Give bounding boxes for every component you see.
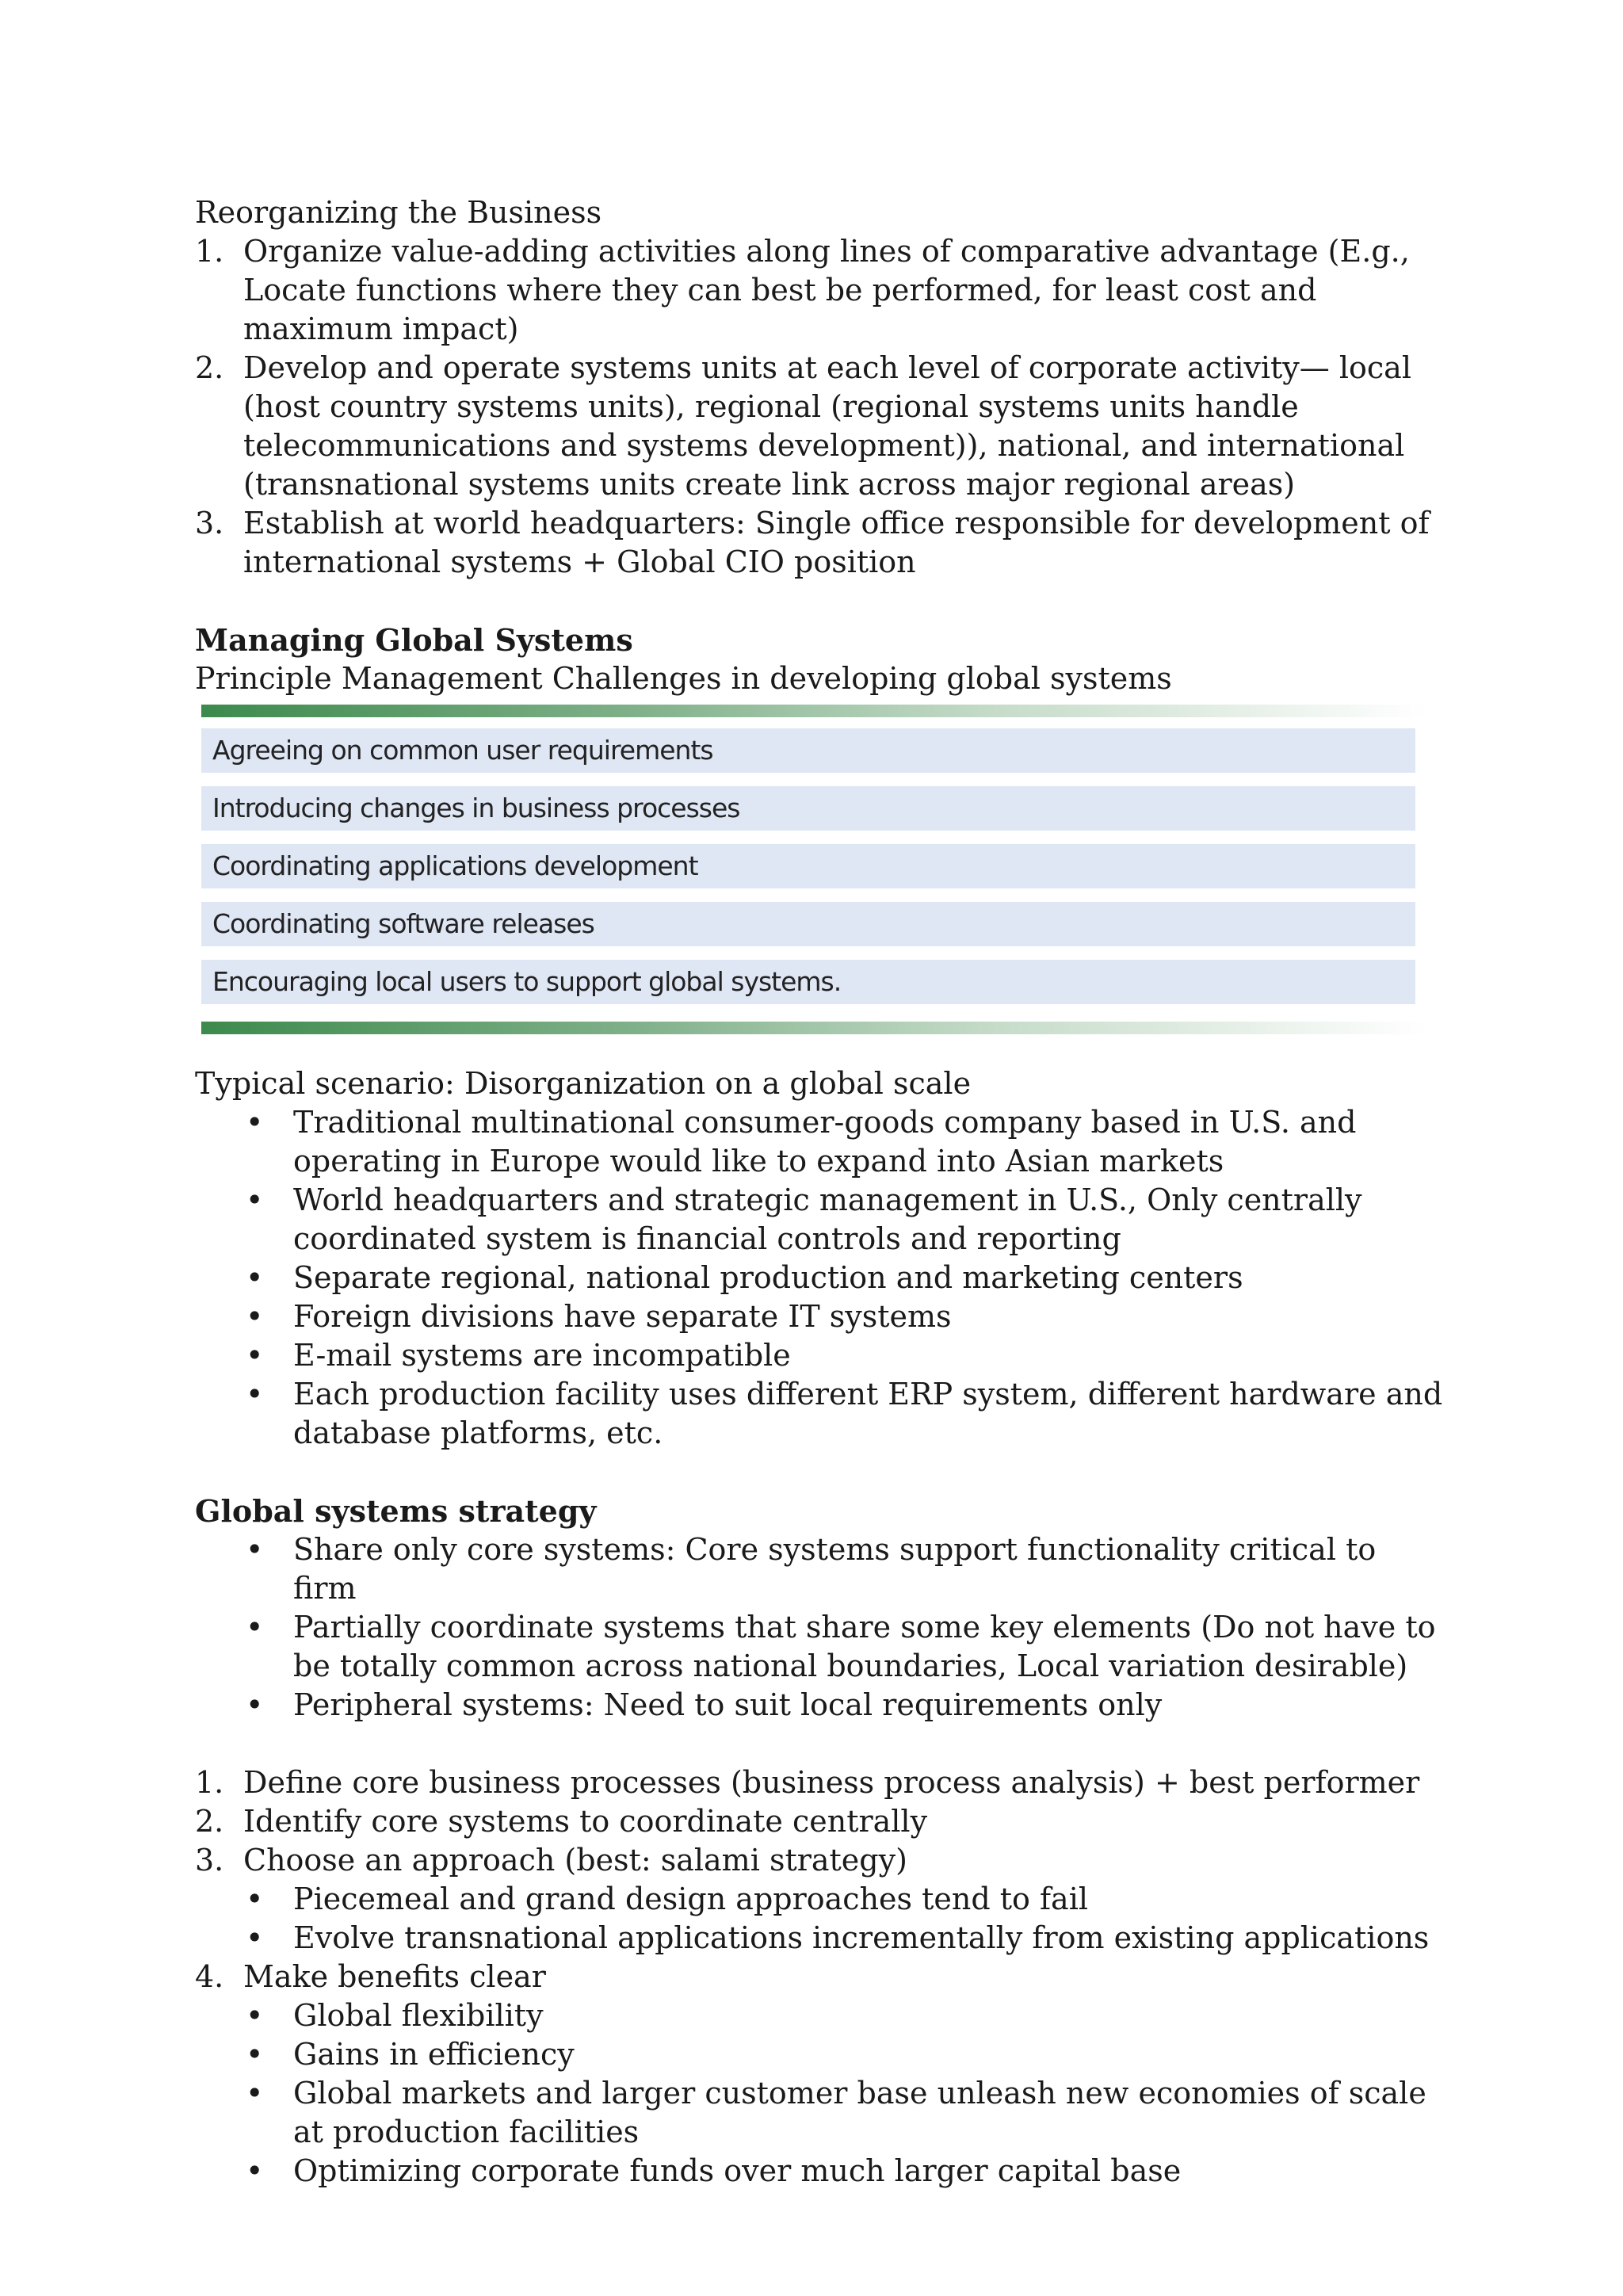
list-number: 4. xyxy=(195,1959,224,1994)
section-title-reorganizing: Reorganizing the Business xyxy=(195,195,602,230)
challenge-row: Encouraging local users to support global systems. xyxy=(201,960,1415,1004)
bullet-item xyxy=(195,1880,1447,1919)
bullet-icon: • xyxy=(246,1881,264,1916)
bullet-text: Global flexibility xyxy=(293,1998,544,2033)
bullet-item xyxy=(195,1297,1447,1336)
bullet-item xyxy=(195,1259,1447,1297)
challenge-row: Coordinating software releases xyxy=(201,902,1415,946)
list-item xyxy=(195,349,1447,504)
bullet-text: Partially coordinate systems that share some key elements (Do not have to be totally common across national boundaries, Local variation desirable) xyxy=(293,1610,1436,1683)
bullet-icon: • xyxy=(246,1998,264,2033)
bullet-icon: • xyxy=(246,1377,264,1412)
bullet-item xyxy=(195,1686,1447,1725)
bullet-icon: • xyxy=(246,1532,264,1567)
list-item-text: Define core business processes (business process analysis) + best performer xyxy=(243,1765,1420,1800)
bullet-text: Share only core systems: Core systems support functionality critical to firm xyxy=(293,1532,1377,1606)
list-item xyxy=(195,1802,1447,1841)
bullet-item xyxy=(195,2152,1447,2191)
bullet-text: Global markets and larger customer base unleash new economies of scale at production facilities xyxy=(293,2076,1426,2149)
list-number: 3. xyxy=(195,1843,224,1878)
list-number: 2. xyxy=(195,350,224,385)
bullet-item xyxy=(195,2074,1447,2152)
bullet-icon: • xyxy=(246,1338,264,1373)
bullet-item xyxy=(195,1375,1447,1453)
bullet-icon: • xyxy=(246,1105,264,1140)
list-item xyxy=(195,1958,1447,1996)
benefits-sublist xyxy=(195,1996,1447,2191)
challenge-row: Coordinating applications development xyxy=(201,844,1415,888)
heading-global-systems-strategy: Global systems strategy xyxy=(195,1493,597,1529)
list-item-text: Make benefits clear xyxy=(243,1959,546,1994)
bullet-text: E-mail systems are incompatible xyxy=(293,1338,791,1373)
list-number: 2. xyxy=(195,1804,224,1839)
bullet-item xyxy=(195,1181,1447,1259)
bullet-text: Traditional multinational consumer-goods company based in U.S. and operating in Europe would like to expand into Asian markets xyxy=(293,1105,1357,1179)
bullet-item xyxy=(195,1103,1447,1181)
figure-top-rule xyxy=(201,705,1428,717)
bullet-text: Each production facility uses different ERP system, different hardware and database platforms, etc. xyxy=(293,1377,1443,1450)
list-item xyxy=(195,232,1447,349)
approach-sublist xyxy=(195,1880,1447,1958)
list-number: 3. xyxy=(195,506,224,541)
bullet-icon: • xyxy=(246,1610,264,1645)
challenges-figure xyxy=(201,705,1428,1045)
bullet-icon: • xyxy=(246,1260,264,1295)
bullet-icon: • xyxy=(246,1920,264,1955)
document-page xyxy=(195,193,1447,2191)
list-number: 1. xyxy=(195,1765,224,1800)
figure-caption: Principle Management Challenges in developing global systems xyxy=(195,661,1172,696)
list-item xyxy=(195,1841,1447,1880)
strategy-steps-list xyxy=(195,1763,1447,1880)
bullet-icon: • xyxy=(246,2076,264,2111)
bullet-text: Separate regional, national production and marketing centers xyxy=(293,1260,1243,1295)
bullet-text: Evolve transnational applications incrementally from existing applications xyxy=(293,1920,1430,1955)
list-item-text: Organize value-adding activities along lines of comparative advantage (E.g., Locate functions where they can best be performed, for least cost and maximum impact) xyxy=(243,234,1410,346)
bullet-icon: • xyxy=(246,1687,264,1722)
bullet-text: Optimizing corporate funds over much larger capital base xyxy=(293,2153,1182,2188)
strategy-steps-list-continued xyxy=(195,1958,1447,1996)
list-item-text: Choose an approach (best: salami strategy) xyxy=(243,1843,907,1878)
scenario-title: Typical scenario: Disorganization on a global scale xyxy=(195,1066,972,1101)
list-item-text: Establish at world headquarters: Single office responsible for development of international systems + Global CIO position xyxy=(243,506,1430,579)
bullet-icon: • xyxy=(246,2153,264,2188)
strategy-list xyxy=(195,1530,1447,1725)
bullet-item xyxy=(195,1996,1447,2035)
bullet-text: Piecemeal and grand design approaches tend to fail xyxy=(293,1881,1089,1916)
heading-managing-global-systems: Managing Global Systems xyxy=(195,622,633,658)
bullet-icon: • xyxy=(246,1299,264,1334)
challenge-row: Agreeing on common user requirements xyxy=(201,728,1415,773)
bullet-item xyxy=(195,1919,1447,1958)
figure-bottom-rule xyxy=(201,1022,1428,1034)
reorganizing-list xyxy=(195,232,1447,582)
list-item xyxy=(195,504,1447,582)
challenge-row: Introducing changes in business processes xyxy=(201,786,1415,831)
list-number: 1. xyxy=(195,234,224,269)
bullet-icon: • xyxy=(246,1182,264,1217)
bullet-text: Foreign divisions have separate IT systems xyxy=(293,1299,952,1334)
list-item-text: Identify core systems to coordinate centrally xyxy=(243,1804,928,1839)
list-item xyxy=(195,1763,1447,1802)
bullet-item xyxy=(195,2035,1447,2074)
scenario-list xyxy=(195,1103,1447,1453)
list-item-text: Develop and operate systems units at each level of corporate activity— local (host country systems units), regional (regional systems units handle telecommunications and systems development)), national, and international (transnational systems units create link across major regional areas) xyxy=(243,350,1411,502)
bullet-text: World headquarters and strategic management in U.S., Only centrally coordinated system is financial controls and reporting xyxy=(293,1182,1362,1256)
bullet-item xyxy=(195,1336,1447,1375)
bullet-item xyxy=(195,1530,1447,1608)
bullet-text: Peripheral systems: Need to suit local requirements only xyxy=(293,1687,1163,1722)
bullet-text: Gains in efficiency xyxy=(293,2037,575,2072)
bullet-item xyxy=(195,1608,1447,1686)
bullet-icon: • xyxy=(246,2037,264,2072)
